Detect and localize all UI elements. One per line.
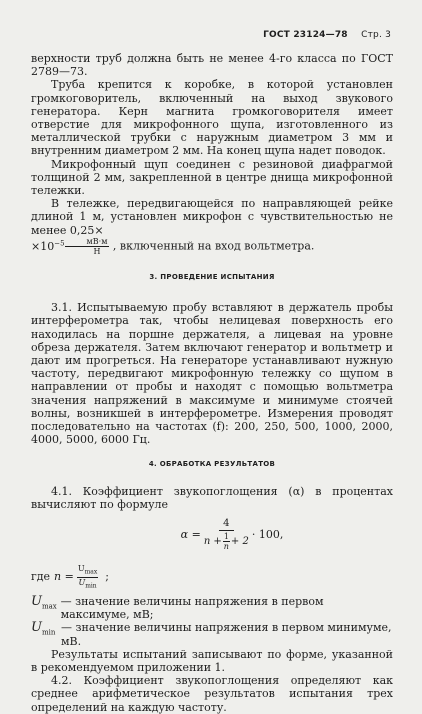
formula-inner-fraction	[223, 532, 230, 551]
definition-umin	[31, 621, 393, 647]
ratio-den-sub: min	[85, 582, 97, 590]
formula-den-left: n +	[203, 536, 222, 548]
ratio-denominator	[78, 578, 96, 591]
formula-denominator	[204, 531, 249, 551]
where-line	[31, 565, 393, 589]
paragraph-4-1: 4.1. Коэффициент звукопоглощения (α) в процентах вычисляют по формуле	[31, 484, 393, 511]
inner-numerator: 1	[223, 532, 229, 542]
unit-denominator: Н	[93, 247, 101, 256]
sensitivity-unit	[65, 237, 110, 256]
paragraph-4-2: 4.2. Коэффициент звукопоглощения определяют как среднее арифметическое результатов испытания трех определений на каждую частоту.	[31, 674, 393, 714]
umax-symbol	[31, 595, 61, 614]
cart-text: В тележке, передвигающейся по направляющей рейке длиной 1 м, установлен микрофон с чувствительностью не менее 0,25×	[31, 197, 393, 237]
umax-letter: U	[31, 594, 42, 610]
section-4-heading: 4. ОБРАБОТКА РЕЗУЛЬТАТОВ	[148, 460, 276, 469]
inner-denominator: n	[223, 542, 229, 552]
definition-umax	[31, 595, 393, 621]
paragraph-3-1: 3.1. Испытываемую пробу вставляют в держатель пробы интерферометра так, чтобы нелицевая поверхность его находилась на поршне держателя, а лицевая на уровне обреза держателя. Затем включают генератор и вольтметр и дают им прогреться. На генераторе устанавливают нужную частоту, передвигают микрофонную тележку со щупом в направлении от пробы и находят с помощью вольтметра значения напряжений в максимуме и минимуме стоячей волны, возникшей в интерферометре. Измерения проводят последовательно на частотах (f): 200, 250, 500, 1000, 2000, 4000, 5000, 6000 Гц.	[31, 301, 393, 447]
umax-text: — значение величины напряжения в первом максимуме, мВ;	[60, 595, 324, 622]
paragraph-surface: верхности труб должна быть не менее 4-го класса по ГОСТ 2789—73.	[31, 52, 393, 79]
document-body	[31, 52, 393, 714]
ratio-numerator	[77, 564, 98, 578]
section-3-heading: 3. ПРОВЕДЕНИЕ ИСПЫТАНИЯ	[149, 273, 275, 281]
formula-lhs: α =	[180, 527, 201, 541]
ratio-num-symbol: U	[77, 563, 85, 573]
where-tail: ;	[105, 570, 109, 584]
where-word: где	[31, 570, 51, 584]
sensitivity-value	[31, 240, 65, 253]
cart-tail: , включенный на вход вольтметра.	[112, 239, 315, 253]
umin-letter: U	[31, 620, 42, 636]
formula-tail: · 100,	[251, 527, 284, 541]
unit-numerator: мВ·м	[65, 237, 110, 247]
paragraph-results: Результаты испытаний записывают по форме, указанной в рекомендуемом приложении 1.	[31, 647, 393, 675]
umin-symbol	[31, 621, 61, 640]
ratio-fraction	[77, 564, 98, 590]
umax-sub: max	[41, 602, 57, 611]
ratio-den-symbol: U	[78, 577, 86, 587]
paragraph-probe: Микрофонный щуп соединен с резиновой диафрагмой толщиной 2 мм, закрепленной в центре днища микрофонной тележки.	[31, 157, 393, 198]
paragraph-tube: Труба крепится к коробке, в которой установлен громкоговоритель, включенный на выход звукового генератора. Керн магнита громкоговорителя имеет отверстие для микрофонного щупа, изготовленного из металлической трубки с наружным диаметром 3 мм и внутренним диаметром 2 мм. На конец щупа надет поводок.	[31, 78, 393, 158]
sensitivity-coef: ×10	[31, 239, 55, 253]
formula-numerator: 4	[219, 517, 233, 531]
sensitivity-exp: −5	[54, 238, 65, 247]
umin-sub: min	[41, 629, 56, 638]
paragraph-cart	[31, 197, 393, 256]
ratio-num-sub: max	[84, 568, 98, 576]
where-lhs: n =	[54, 570, 74, 584]
umin-text: — значение величины напряжения в первом минимуме, мВ.	[61, 621, 392, 648]
formula-fraction	[204, 517, 249, 551]
definitions	[31, 595, 393, 648]
standard-number: ГОСТ 23124—78	[263, 30, 348, 40]
formula-den-right: + 2	[230, 536, 249, 548]
page-header	[263, 30, 391, 40]
page-number: Стр. 3	[361, 30, 391, 40]
absorption-formula	[71, 517, 393, 563]
